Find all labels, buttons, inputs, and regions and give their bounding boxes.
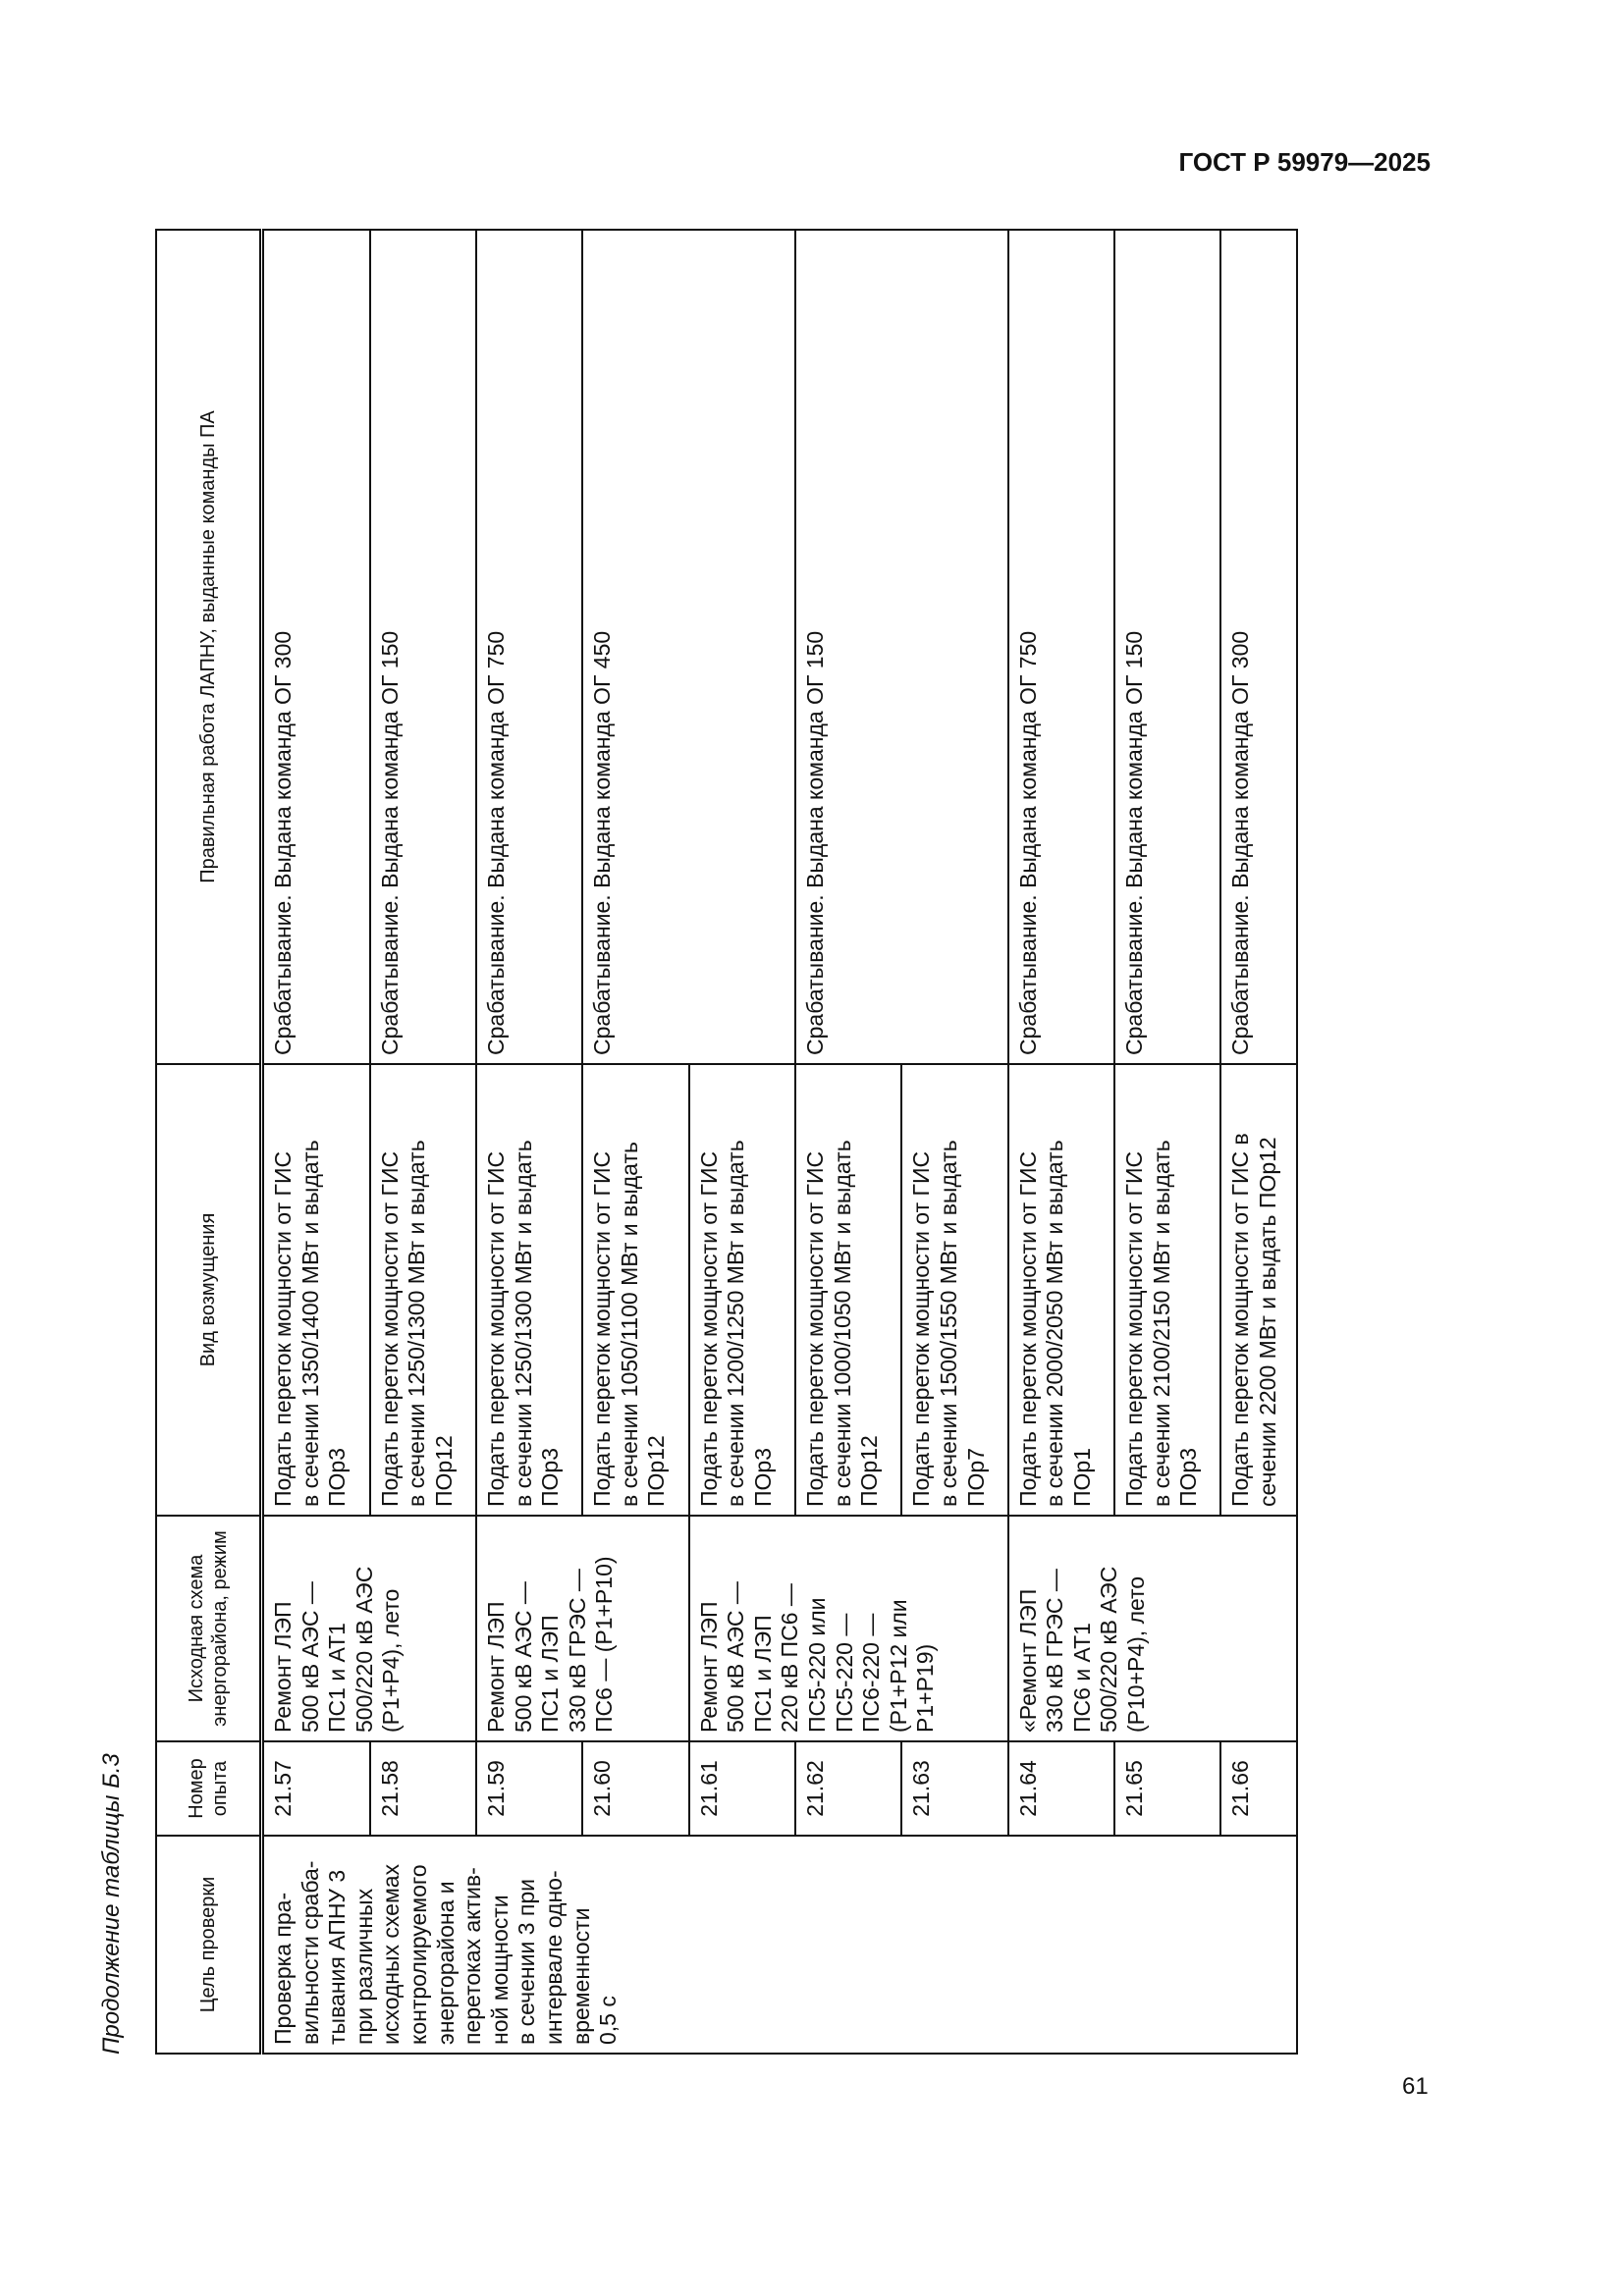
scheme-cell: «Ремонт ЛЭП 330 кВ ГРЭС — ПС6 и АТ1 500/220 кВ АЭС (Р10+Р4), лето xyxy=(1008,1516,1297,1741)
document-standard-number: ГОСТ Р 59979—2025 xyxy=(1178,147,1431,177)
row-number: 21.59 xyxy=(476,1741,582,1836)
result-cell: Срабатывание. Выдана команда ОГ 150 xyxy=(1114,230,1220,1064)
table-row xyxy=(1008,230,1114,2054)
row-number: 21.62 xyxy=(795,1741,901,1836)
row-number: 21.66 xyxy=(1220,1741,1297,1836)
header-goal: Цель проверки xyxy=(156,1836,262,2054)
table-header-row xyxy=(156,230,262,2054)
result-cell: Срабатывание. Выдана команда ОГ 750 xyxy=(1008,230,1114,1064)
kind-cell: Подать переток мощности от ГИС в сечении 1500/1550 МВт и выдать ПОр7 xyxy=(901,1064,1007,1516)
kind-cell: Подать переток мощности от ГИС в сечении 2100/2150 МВт и выдать ПОр3 xyxy=(1114,1064,1220,1516)
table-row xyxy=(262,230,370,2054)
kind-cell: Подать переток мощности от ГИС в сечении 1250/1300 МВт и выдать ПОр3 xyxy=(476,1064,582,1516)
scheme-cell: Ремонт ЛЭП 500 кВ АЭС — ПС1 и АТ1 500/220 кВ АЭС (Р1+Р4), лето xyxy=(262,1516,476,1741)
table-row xyxy=(1220,230,1297,2054)
row-number: 21.63 xyxy=(901,1741,1007,1836)
header-scheme: Исходная схема энергорайона, режим xyxy=(156,1516,262,1741)
row-number: 21.57 xyxy=(262,1741,370,1836)
row-number: 21.61 xyxy=(689,1741,795,1836)
kind-cell: Подать переток мощности от ГИС в сечении 1050/1100 МВт и выдать ПОр12 xyxy=(582,1064,688,1516)
header-number: Номер опыта xyxy=(156,1741,262,1836)
kind-cell: Подать переток мощности от ГИС в сечении 1250/1300 МВт и выдать ПОр12 xyxy=(370,1064,476,1516)
result-cell: Срабатывание. Выдана команда ОГ 750 xyxy=(476,230,582,1064)
kind-cell: Подать переток мощности от ГИС в сечении 1350/1400 МВт и выдать ПОр3 xyxy=(262,1064,370,1516)
scheme-cell: Ремонт ЛЭП 500 кВ АЭС — ПС1 и ЛЭП 220 кВ ПС6 — ПС5-220 или ПС5-220 — ПС6-220 — (Р1+Р12 или Р1+Р19) xyxy=(689,1516,1008,1741)
test-table xyxy=(155,229,1298,2055)
table-row xyxy=(1114,230,1220,2054)
kind-cell: Подать переток мощности от ГИС в сечении 1000/1050 МВт и выдать ПОр12 xyxy=(795,1064,901,1516)
page-number: 61 xyxy=(1402,2073,1429,2100)
goal-cell: Проверка пра- вильности сраба- тывания АПНУ 3 при различных исходных схемах контролируемого энергорайона и перетоках актив- ной мощности в сечении 3 при интервале одно- временности 0,5 с xyxy=(262,1836,1298,2054)
header-kind: Вид возмущения xyxy=(156,1064,262,1516)
result-cell: Срабатывание. Выдана команда ОГ 150 xyxy=(370,230,476,1064)
row-number: 21.64 xyxy=(1008,1741,1114,1836)
table-row xyxy=(370,230,476,2054)
kind-cell: Подать переток мощности от ГИС в сечении 1200/1250 МВт и выдать ПОр3 xyxy=(689,1064,795,1516)
result-cell: Срабатывание. Выдана команда ОГ 450 xyxy=(582,230,795,1064)
row-number: 21.58 xyxy=(370,1741,476,1836)
table-row xyxy=(476,230,582,2054)
row-number: 21.65 xyxy=(1114,1741,1220,1836)
header-result: Правильная работа ЛАПНУ, выданные команды ПА xyxy=(156,230,262,1064)
rotated-table-block xyxy=(98,229,1298,2055)
scheme-cell: Ремонт ЛЭП 500 кВ АЭС — ПС1 и ЛЭП 330 кВ ГРЭС — ПС6 — (Р1+Р10) xyxy=(476,1516,689,1741)
result-cell: Срабатывание. Выдана команда ОГ 150 xyxy=(795,230,1008,1064)
result-cell: Срабатывание. Выдана команда ОГ 300 xyxy=(262,230,370,1064)
row-number: 21.60 xyxy=(582,1741,688,1836)
kind-cell: Подать переток мощности от ГИС в сечении 2000/2050 МВт и выдать ПОр1 xyxy=(1008,1064,1114,1516)
table-caption: Продолжение таблицы Б.3 xyxy=(98,1753,125,2055)
table-row xyxy=(795,230,901,2054)
result-cell: Срабатывание. Выдана команда ОГ 300 xyxy=(1220,230,1297,1064)
kind-cell: Подать переток мощности от ГИС в сечении 2200 МВт и выдать ПОр12 xyxy=(1220,1064,1297,1516)
table-row xyxy=(582,230,688,2054)
